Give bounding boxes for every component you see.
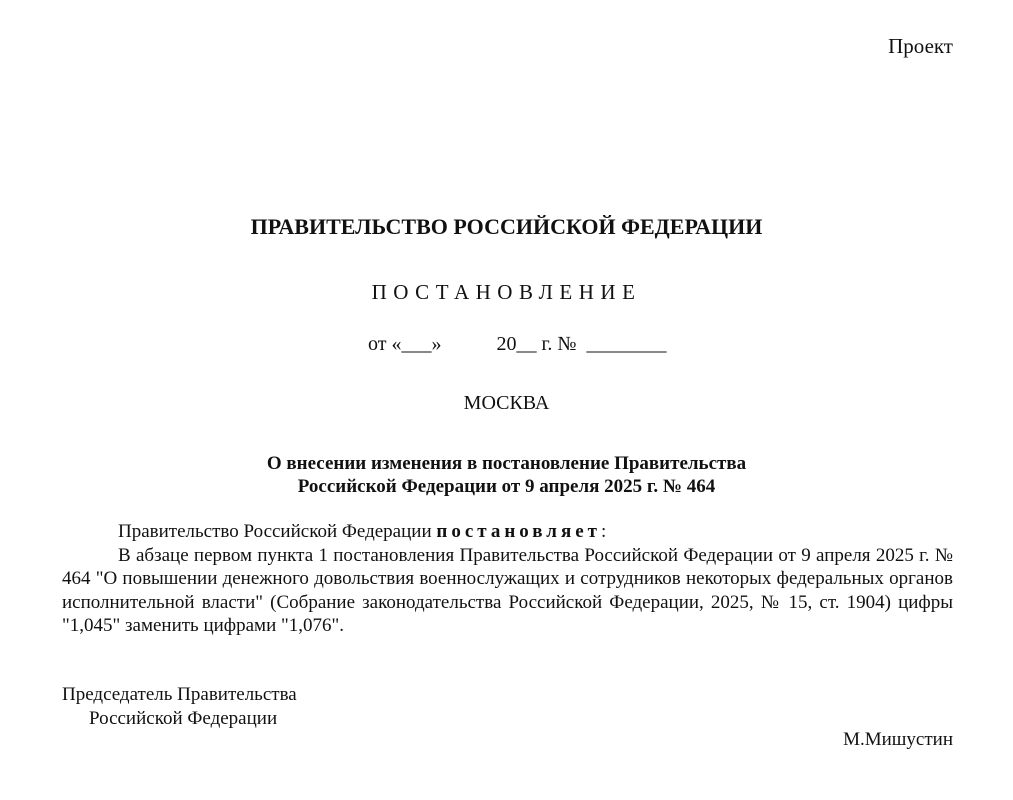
document-type-heading: ПОСТАНОВЛЕНИЕ [371, 280, 642, 304]
subject-line-1: О внесении изменения в постановление Правительства [266, 453, 747, 474]
resolves-prefix: Правительство Российской Федерации [118, 521, 437, 542]
issuer-title: ПРАВИТЕЛЬСТВО РОССИЙСКОЙ ФЕДЕРАЦИИ [250, 214, 763, 239]
signer-position-line-1: Председатель Правительства [62, 684, 297, 705]
signer-name: М.Мишустин [843, 729, 953, 750]
city-name: МОСКВА [463, 392, 550, 414]
signer-position-line-2: Российской Федерации [89, 707, 278, 729]
subject-line-2: Российской Федерации от 9 апреля 2025 г. № 464 [297, 476, 716, 497]
resolves-word: постановляет [436, 521, 602, 542]
main-paragraph: В абзаце первом пункта 1 постановления Правительства Российской Федерации от 9 апреля 2025 г. № 464 "О повышении денежного довольствия военнослужащих и сотрудников некоторых федеральных органов исполнительной власти" (Собрание законодательства Российской Федерации, 2025, № 15, ст. 1904) цифры "1,045" заменить цифрами "1,076". [62, 544, 953, 636]
document-subject [0, 452, 1013, 498]
document-body [62, 520, 953, 638]
signer-position [62, 683, 297, 730]
resolves-paragraph [62, 520, 953, 544]
resolves-suffix: : [601, 521, 607, 542]
draft-status-label: Проект [888, 34, 953, 58]
date-number-line: от «___» 20__ г. № ________ [368, 333, 667, 355]
